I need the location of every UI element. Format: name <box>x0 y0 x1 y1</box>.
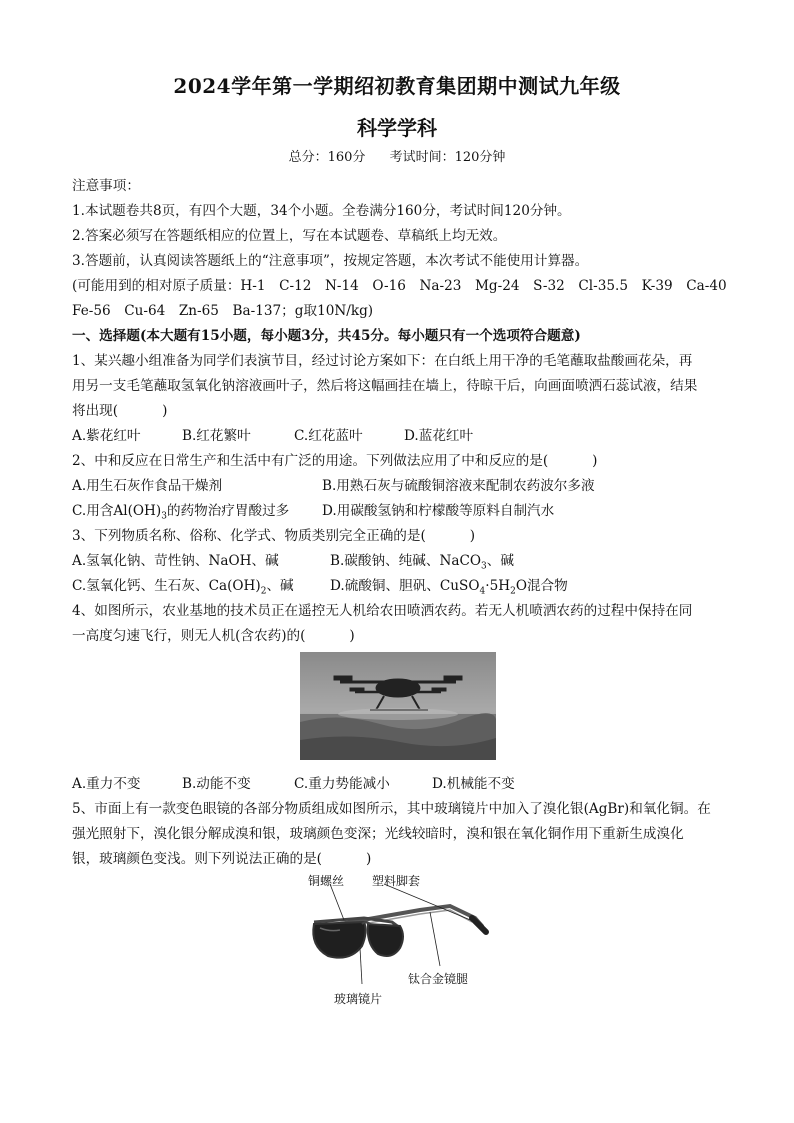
question-5-text: 5、市面上有一款变色眼镜的各部分物质组成如图所示，其中玻璃镜片中加入了溴化银(AgBr)和氧化铜。在 <box>72 801 711 817</box>
q2-option-b: B.用熟石灰与硫酸铜溶液来配制农药波尔多液 <box>322 478 595 494</box>
atomic-masses-line: (可能用到的相对原子质量：H-1 C-12 N-14 O-16 Na-23 Mg-24 S-32 Cl-35.5 K-39 Ca-40 <box>72 278 727 294</box>
q2-option-c: C.用含$Al(OH)_3$的药物治疗胃酸过多 <box>72 503 290 522</box>
note-item: 2.答案必须写在答题纸相应的位置上，写在本试题卷、草稿纸上均无效。 <box>72 228 507 244</box>
q3-option-a: A.氢氧化钠、苛性钠、NaOH、碱 <box>72 553 279 569</box>
question-4-text: 一高度匀速飞行，则无人机(含农药)的( ) <box>72 628 355 644</box>
exam-meta <box>0 146 794 165</box>
subject-title: 科学学科 <box>357 116 437 140</box>
q2-option-a: A.用生石灰作食品干燥剂 <box>72 478 223 494</box>
total-score: 总分：160分 <box>288 150 366 165</box>
question-2-text: 2、中和反应在日常生产和生活中有广泛的用途。下列做法应用了中和反应的是( ) <box>72 453 598 469</box>
q4-option-d: D.机械能不变 <box>432 776 515 792</box>
question-4-text: 4、如图所示，农业基地的技术员正在遥控无人机给农田喷洒农药。若无人机喷洒农药的过程中保持在同 <box>72 603 693 619</box>
question-5-text: 银，玻璃颜色变浅。则下列说法正确的是( ) <box>72 851 372 867</box>
drone-photo <box>300 652 496 760</box>
q4-option-c: C.重力势能减小 <box>294 776 390 792</box>
exam-title: 2024学年第一学期绍初教育集团期中测试九年级 <box>173 74 621 98</box>
q4-option-a: A.重力不变 <box>72 776 141 792</box>
label-glass-lens: 玻璃镜片 <box>334 992 383 1006</box>
question-1-text: 用另一支毛笔蘸取氢氧化钠溶液画叶子，然后将这幅画挂在墙上，待晾干后，向画面喷洒石蕊试液，结果 <box>72 378 698 394</box>
atomic-masses-line: Fe-56 Cu-64 Zn-65 Ba-137；g取10N/kg) <box>72 303 374 319</box>
q3-option-b: B.碳酸钠、纯碱、NaCO$_3$、碱 <box>330 553 514 572</box>
label-copper-screw: 铜螺丝 <box>308 874 345 888</box>
label-plastic-tip: 塑料脚套 <box>372 874 421 888</box>
q1-option-d: D.蓝花红叶 <box>404 428 474 444</box>
question-1-text: 将出现( ) <box>72 403 168 419</box>
question-5-text: 强光照射下，溴化银分解成溴和银，玻璃颜色变深；光线较暗时，溴和银在氧化铜作用下重新生成溴化 <box>72 826 684 842</box>
q1-option-c: C.红花蓝叶 <box>294 428 363 444</box>
q3-option-c: C.氢氧化钙、生石灰、$Ca(OH)_2$、碱 <box>72 578 294 597</box>
q3-option-d: D.硫酸铜、胆矾、$CuSO_4\cdot 5H_2O$混合物 <box>330 578 568 597</box>
exam-time: 考试时间：120分钟 <box>389 150 506 165</box>
question-3-text: 3、下列物质名称、俗称、化学式、物质类别完全正确的是( ) <box>72 528 476 544</box>
q2-option-d: D.用碳酸氢钠和柠檬酸等原料自制汽水 <box>322 503 555 519</box>
note-item: 3.答题前，认真阅读答题纸上的“注意事项”，按规定答题，本次考试不能使用计算器。 <box>72 253 589 269</box>
q1-option-a: A.紫花红叶 <box>72 428 141 444</box>
question-1-text: 1、某兴趣小组准备为同学们表演节目，经过讨论方案如下：在白纸上用干净的毛笔蘸取盐酸画花朵，再 <box>72 353 693 369</box>
label-titanium-leg: 钛合金镜腿 <box>408 972 469 986</box>
notes-heading: 注意事项： <box>72 178 140 194</box>
section-heading: 一、选择题(本大题有15小题，每小题3分，共45分。每小题只有一个选项符合题意) <box>72 328 581 344</box>
q1-option-b: B.红花繁叶 <box>182 428 251 444</box>
note-item: 1.本试题卷共8页，有四个大题，34个小题。全卷满分160分，考试时间120分钟。 <box>72 203 571 219</box>
q4-option-b: B.动能不变 <box>182 776 251 792</box>
